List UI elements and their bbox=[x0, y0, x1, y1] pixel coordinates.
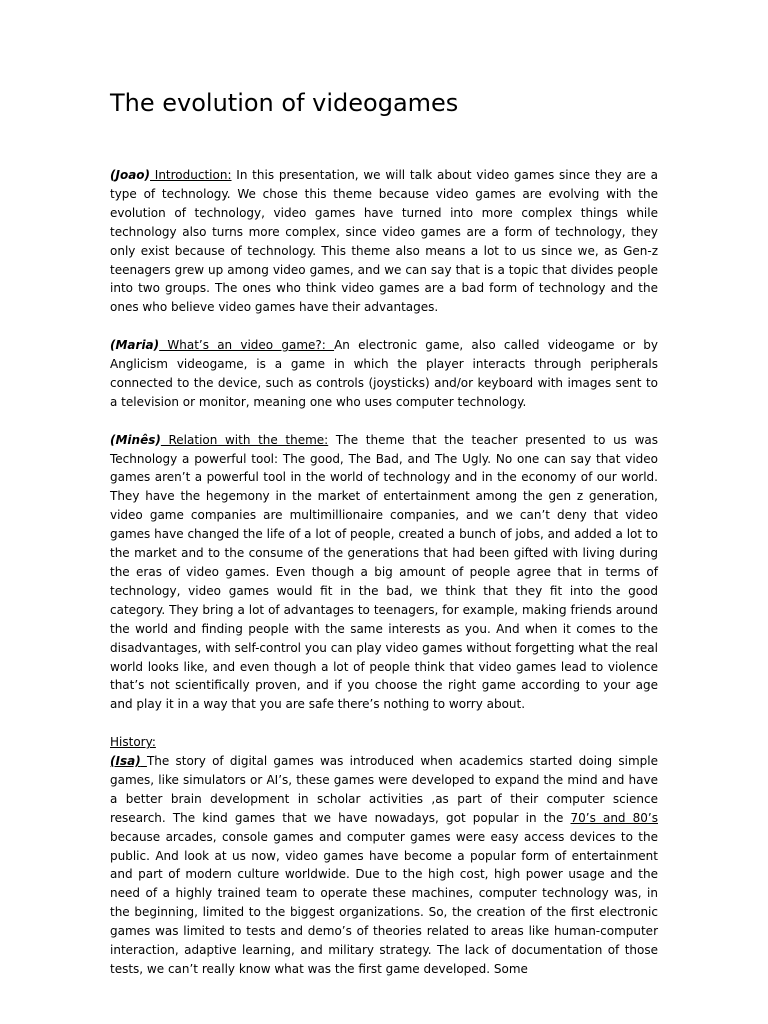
history-text-after: because arcades, console games and computer games were easy access devices to the public. And look at us now, video games have become a popular form of entertainment and part of modern culture worldwide. Due to the high cost, high power usage and the need of a highly trained team to operate these machines, computer technology was, in the beginning, limited to the biggest organizations. So, the creation of the first electronic games was limited to tests and demo’s of theories related to areas like human-computer interaction, adaptive learning, and military strategy. The lack of documentation of those tests, we can’t really know what was the first game developed. Some bbox=[110, 829, 658, 977]
speaker-name: (Minês) bbox=[110, 432, 161, 447]
section-history bbox=[110, 752, 658, 979]
history-text-before: The story of digital games was introduced when academics started doing simple games, like simulators or AI’s, these games were developed to expand the mind and have a better brain development in scholar activities ,as part of their computer science research. The kind games that we have nowadays, got popular in the bbox=[110, 754, 658, 825]
section-heading: What’s an video game?: bbox=[159, 338, 335, 353]
section-heading: Relation with the theme: bbox=[160, 432, 329, 447]
section-text: An electronic game, also called videogame or by Anglicism videogame, is a game in which the player interacts through peripherals connected to the device, such as controls (joysticks) and/or keyboard with images sent to a television or monitor, meaning one who uses computer technology. bbox=[110, 338, 659, 409]
section-introduction bbox=[110, 166, 658, 317]
section-what-is-video-game bbox=[110, 336, 658, 412]
speaker-name: (Joao) bbox=[110, 168, 151, 182]
document-title: The evolution of videogames bbox=[110, 89, 459, 117]
history-label: History: bbox=[110, 735, 156, 750]
history-heading-line bbox=[110, 733, 658, 752]
speaker-name: (Maria) bbox=[110, 338, 160, 353]
history-decades: 70’s and 80’s bbox=[570, 810, 658, 825]
section-heading: Introduction: bbox=[150, 168, 232, 182]
speaker-name: (Isa) bbox=[110, 754, 141, 769]
section-relation-theme bbox=[110, 431, 658, 715]
section-text: The theme that the teacher presented to us was Technology a powerful tool: The good, The Bad, and The Ugly. No one can say that video games aren’t a powerful tool in the world of technology and in the economy of our world. They have the hegemony in the market of entertainment among the gen z generation, video game companies are multimillionaire companies, and we can’t deny that video games have changed the life of a lot of people, created a bunch of jobs, and added a lot to the market and to the consume of the generations that had been gifted with living during the eras of video games. Even though a big amount of people agree that in terms of technology, video games would fit in the bad, we think that they fit into the good category. They bring a lot of advantages to teenagers, for example, making friends around the world and finding people with the same interests as you. And when it comes to the disadvantages, with self-control you can play video games without forgetting what the real world looks like, and even though a lot of people think that video games lead to violence that’s not scientifically proven, and if you choose the right game according to your age and play it in a way that you are safe there’s nothing to worry about. bbox=[110, 432, 658, 712]
section-text: In this presentation, we will talk about video games since they are a type of technology. We chose this theme because video games are evolving with the evolution of technology, video games have turned into more complex things while technology also turns more complex, since video games are a form of technology, they only exist because of technology. This theme also means a lot to us since we, as Gen-z teenagers grew up among video games, and we can say that is a topic that divides people into two groups. The ones who think video games are a bad form of technology and the ones who believe video games have their advantages. bbox=[110, 168, 658, 315]
